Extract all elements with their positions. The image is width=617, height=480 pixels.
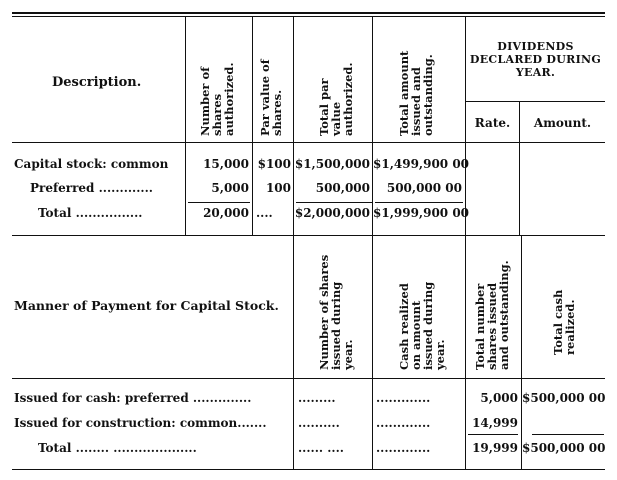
- shares-authorized-header: Number of shares authorized.: [198, 62, 236, 136]
- t1-col-sep-3: [293, 17, 294, 235]
- row-total-shares: 20,000: [203, 206, 249, 220]
- t1-col-sep-4: [372, 17, 373, 235]
- total-cash-header: Total cash realized.: [551, 289, 577, 355]
- total-underline-cash: [532, 434, 604, 435]
- dividends-subheader-rule: [465, 101, 605, 102]
- row-construction-total-shares: 14,999: [472, 416, 518, 430]
- row-total2-shares-issued: ...... ....: [298, 441, 344, 455]
- row-common-description: Capital stock: common: [14, 157, 169, 171]
- row-total2-total-shares: 19,999: [472, 441, 518, 455]
- table-separator-rule: [12, 235, 605, 236]
- row-total2-manner: Total ........ ....................: [38, 441, 197, 455]
- amount-header: Amount.: [533, 116, 592, 130]
- row-cash-preferred-total-cash: $500,000 00: [522, 391, 606, 405]
- row-total-description: Total ................: [38, 206, 143, 220]
- total-issued-header: Total amount issued and outstanding.: [397, 50, 435, 136]
- header-bottom-rule: [12, 142, 605, 143]
- total-shares-header: Total number shares issued and outstanding.: [473, 260, 511, 370]
- total-underline-shares2: [468, 434, 518, 435]
- row-preferred-description: Preferred .............: [30, 181, 153, 195]
- row-cash-preferred-manner: Issued for cash: preferred ..............: [14, 391, 252, 405]
- row-total-totalpar: $2,000,000: [294, 206, 370, 220]
- rate-header: Rate.: [474, 116, 511, 130]
- row-total2-total-cash: $500,000 00: [522, 441, 606, 455]
- row-total-par: ....: [256, 206, 273, 220]
- row-cash-preferred-shares-issued: .........: [298, 391, 336, 405]
- total-par-header: Total par value authorized.: [317, 62, 355, 136]
- t1-col-sep-2: [252, 17, 253, 235]
- manner-header: Manner of Payment for Capital Stock.: [14, 298, 279, 313]
- t2-col-sep-2: [372, 235, 373, 469]
- dividends-header: DIVIDENDS DECLARED DURING YEAR.: [469, 40, 602, 79]
- shares-issued-header: Number of shares issued during year.: [317, 254, 355, 370]
- row-common-shares: 15,000: [203, 157, 249, 171]
- total-underline-totalpar: [296, 202, 372, 203]
- row-preferred-issued: 500,000 00: [386, 181, 462, 195]
- row-preferred-par: 100: [265, 181, 291, 195]
- row-preferred-totalpar: 500,000: [315, 181, 370, 195]
- t2-col-sep-4: [521, 235, 522, 469]
- row-preferred-shares: 5,000: [211, 181, 249, 195]
- row-common-totalpar: $1,500,000: [294, 157, 370, 171]
- top-rule-thick: [12, 12, 605, 14]
- bottom-rule: [12, 469, 605, 470]
- total-underline-shares: [188, 202, 250, 203]
- row-construction-manner: Issued for construction: common.......: [14, 416, 267, 430]
- description-header: Description.: [52, 75, 142, 90]
- cash-realized-header: Cash realized on amount issued during year.: [397, 281, 447, 370]
- t2-col-sep-1: [293, 235, 294, 469]
- row-construction-cash-realized: .............: [376, 416, 431, 430]
- row-construction-shares-issued: ..........: [298, 416, 340, 430]
- row-common-issued: $1,499,900 00: [373, 157, 470, 171]
- table2-header-bottom-rule: [12, 378, 605, 379]
- row-cash-preferred-total-shares: 5,000: [480, 391, 518, 405]
- row-total-issued: $1,999,900 00: [373, 206, 470, 220]
- t1-col-sep-1: [185, 17, 186, 235]
- t2-col-sep-3: [465, 235, 466, 469]
- row-total2-cash-realized: .............: [376, 441, 431, 455]
- top-rule-thin: [12, 16, 605, 17]
- row-common-par: $100: [257, 157, 291, 171]
- par-value-header: Par value of shares.: [258, 59, 284, 136]
- row-cash-preferred-cash-realized: .............: [376, 391, 431, 405]
- total-underline-issued: [375, 202, 463, 203]
